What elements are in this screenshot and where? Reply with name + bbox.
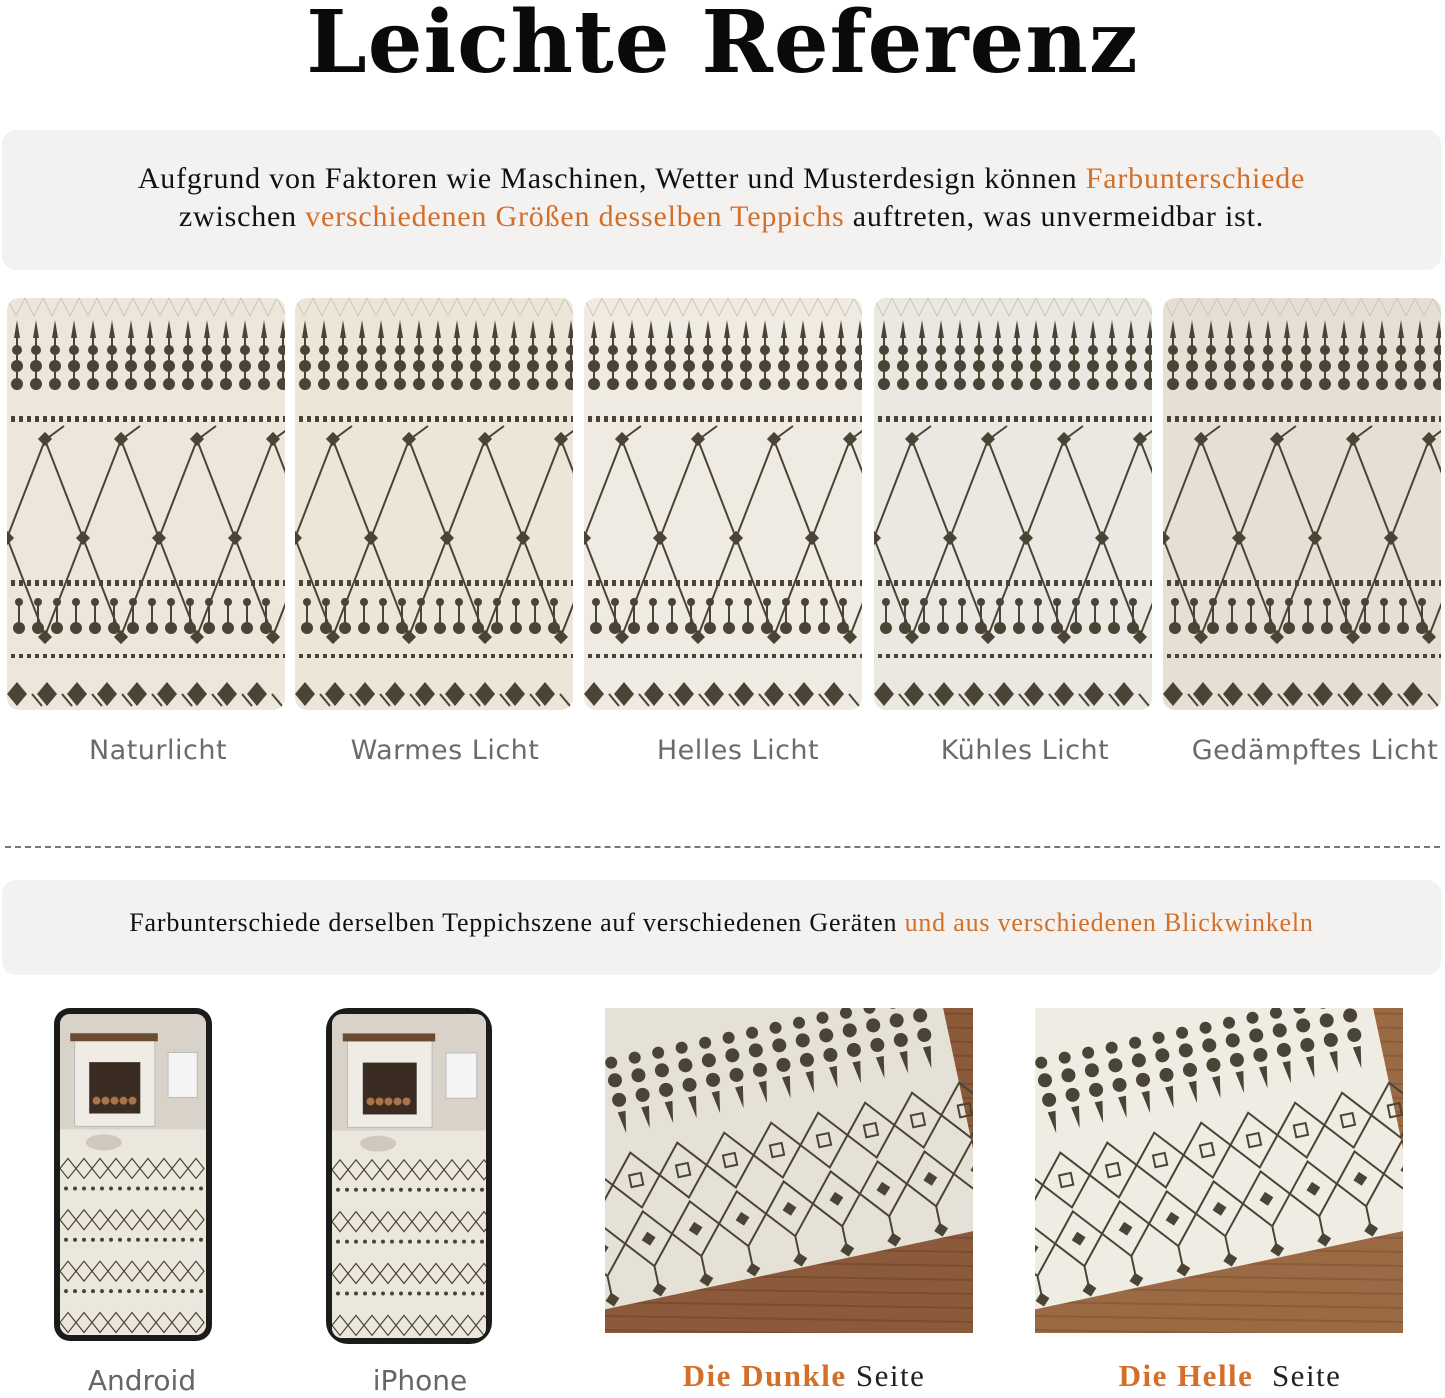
light-side-word: Seite	[1271, 1358, 1342, 1393]
dark-side-label	[594, 1358, 1014, 1394]
light-side-closeup	[1035, 1008, 1403, 1333]
page-title: Leichte Referenz	[306, 0, 1139, 93]
highlight-text: verschiedenen Größen desselben Teppichs	[305, 200, 845, 233]
rug-pattern	[584, 298, 862, 710]
dark-side-word: Seite	[855, 1358, 926, 1393]
rug-sample-3	[584, 298, 862, 710]
device-note-text: Farbunterschiede derselben Teppichszene auf verschiedenen Geräten	[129, 908, 905, 937]
device-note-panel	[2, 880, 1441, 975]
highlight-text: und aus verschiedenen Blickwinkeln	[904, 908, 1314, 937]
android-phone	[54, 1008, 212, 1341]
highlight-text: Farbunterschiede	[1085, 162, 1306, 195]
rug-sample-2	[295, 298, 573, 710]
rug-pattern	[7, 298, 285, 710]
iphone-label: iPhone	[372, 1364, 468, 1397]
lighting-label: Gedämpftes Licht	[1191, 735, 1439, 766]
light-side-highlight: Die Helle	[1118, 1358, 1254, 1393]
lighting-label: Helles Licht	[656, 735, 820, 766]
dark-side-closeup	[605, 1008, 973, 1333]
disclaimer-panel	[2, 130, 1441, 270]
phone-screen	[60, 1014, 206, 1335]
lighting-label: Warmes Licht	[350, 735, 540, 766]
section-divider	[5, 846, 1440, 848]
disclaimer-text: auftreten, was unvermeidbar ist.	[844, 200, 1265, 233]
rug-pattern	[295, 298, 573, 710]
dark-side-highlight: Die Dunkle	[682, 1358, 847, 1393]
android-label: Android	[87, 1364, 197, 1397]
rug-sample-5	[1163, 298, 1441, 710]
phone-screen	[332, 1014, 486, 1338]
disclaimer-text: Aufgrund von Faktoren wie Maschinen, Wetter und Musterdesign können	[137, 162, 1086, 195]
rug-pattern	[874, 298, 1152, 710]
rug-pattern	[1163, 298, 1441, 710]
iphone-phone	[326, 1008, 492, 1344]
disclaimer-text: zwischen	[178, 200, 306, 233]
lighting-label: Naturlicht	[88, 735, 228, 766]
disclaimer-line-2	[2, 198, 1441, 236]
disclaimer-line-1	[2, 160, 1441, 198]
light-side-label	[1020, 1358, 1440, 1394]
rug-sample-1	[7, 298, 285, 710]
lighting-label: Kühles Licht	[940, 735, 1110, 766]
rug-sample-4	[874, 298, 1152, 710]
